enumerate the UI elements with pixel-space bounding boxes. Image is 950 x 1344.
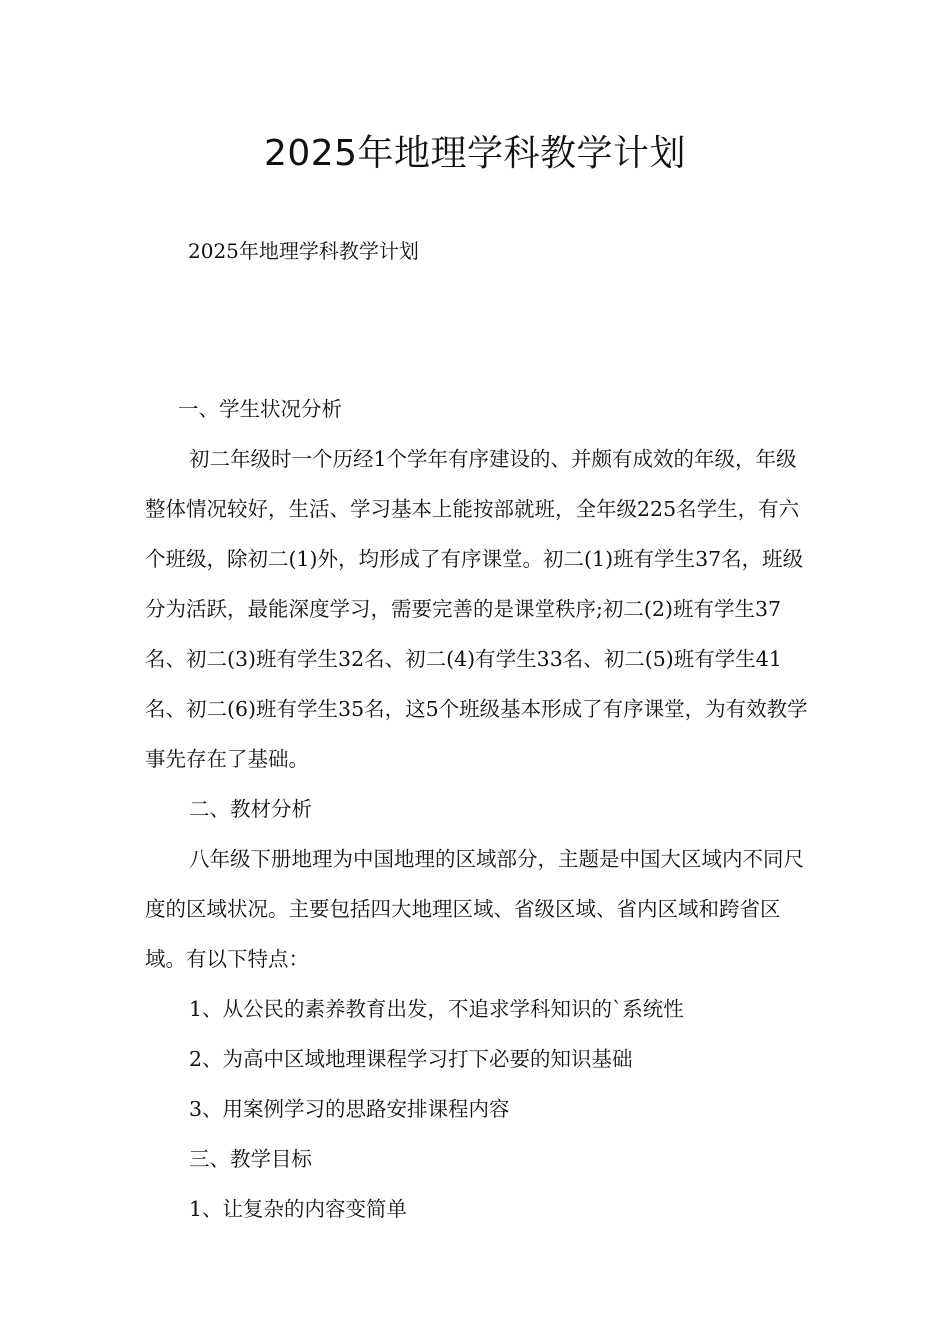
list-item-goal-1: 1、让复杂的内容变简单 (189, 1197, 408, 1221)
section-heading-student-analysis: 一、学生状况分析 (178, 397, 342, 421)
paragraph-student-analysis: 初二年级时一个历经1个学年有序建设的、并颇有成效的年级，年级整体情况较好，生活、学习基本上能按部就班，全年级225名学生，有六个班级，除初二(1)外，均形成了有序课堂。初二(1)班有学生37名，班级分为活跃，最能深度学习，需要完善的是课堂秩序;初二(2)班有学生37名、初二(3)班有学生32名、初二(4)有学生33名、初二(5)班有学生41名、初二(6)班有学生35名，这5个班级基本形成了有序课堂，为有效教学事先存在了基础。 (145, 447, 808, 771)
section-heading-teaching-goals: 三、教学目标 (189, 1147, 312, 1171)
document-title: 2025年地理学科教学计划 (263, 133, 687, 174)
list-item-feature-2: 2、为高中区域地理课程学习打下必要的知识基础 (189, 1047, 633, 1071)
list-item-feature-1: 1、从公民的素养教育出发，不追求学科知识的`系统性 (189, 997, 684, 1021)
paragraph-textbook-analysis: 八年级下册地理为中国地理的区域部分，主题是中国大区域内不同尺度的区域状况。主要包括四大地理区域、省级区域、省内区域和跨省区域。有以下特点： (145, 847, 804, 971)
document-subtitle: 2025年地理学科教学计划 (188, 239, 419, 263)
section-heading-textbook-analysis: 二、教材分析 (189, 797, 312, 821)
list-item-feature-3: 3、用案例学习的思路安排课程内容 (189, 1097, 510, 1121)
document-body (145, 384, 810, 1234)
